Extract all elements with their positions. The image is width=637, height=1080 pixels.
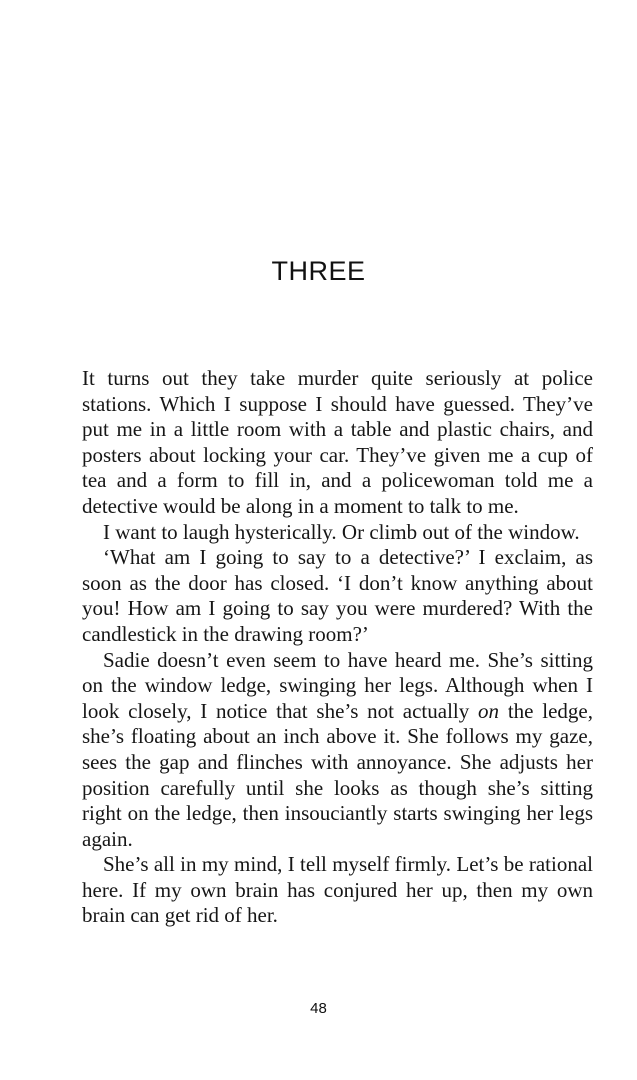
paragraph-4-after: the ledge, she’s floating about an inch above it. She follows my gaze, sees the gap and flinches with annoyance. She adjusts her position carefully until she looks as though she’s sitting right on the ledge, then insouciantly starts swinging her legs again. (82, 698, 593, 851)
paragraph-4-emphasis: on (478, 698, 500, 723)
paragraph-2: I want to laugh hysterically. Or climb out of the window. (103, 519, 580, 544)
paragraph-4 (82, 648, 593, 853)
chapter-body (82, 366, 593, 929)
paragraph-3: ‘What am I going to say to a detective?’ I exclaim, as soon as the door has closed. ‘I don’t know anything about you! How am I going to say you were murdered? With the candlestick in the drawing room?’ (82, 545, 593, 646)
paragraph-4-before: Sadie doesn’t even seem to have heard me. She’s sitting on the window ledge, swinging her legs. Although when I look closely, I notice that she’s not actually (82, 647, 593, 723)
paragraph-1: It turns out they take murder quite seriously at police stations. Which I suppose I should have guessed. They’ve put me in a little room with a table and plastic chairs, and posters about locking your car. They’ve given me a cup of tea and a form to fill in, and a policewoman told me a detective would be along in a moment to talk to me. (82, 366, 593, 518)
paragraph-5: She’s all in my mind, I tell myself firmly. Let’s be rational here. If my own brain has conjured her up, then my own brain can get rid of her. (82, 852, 593, 928)
page-number: 48 (310, 1000, 327, 1017)
chapter-title: THREE (271, 256, 366, 286)
